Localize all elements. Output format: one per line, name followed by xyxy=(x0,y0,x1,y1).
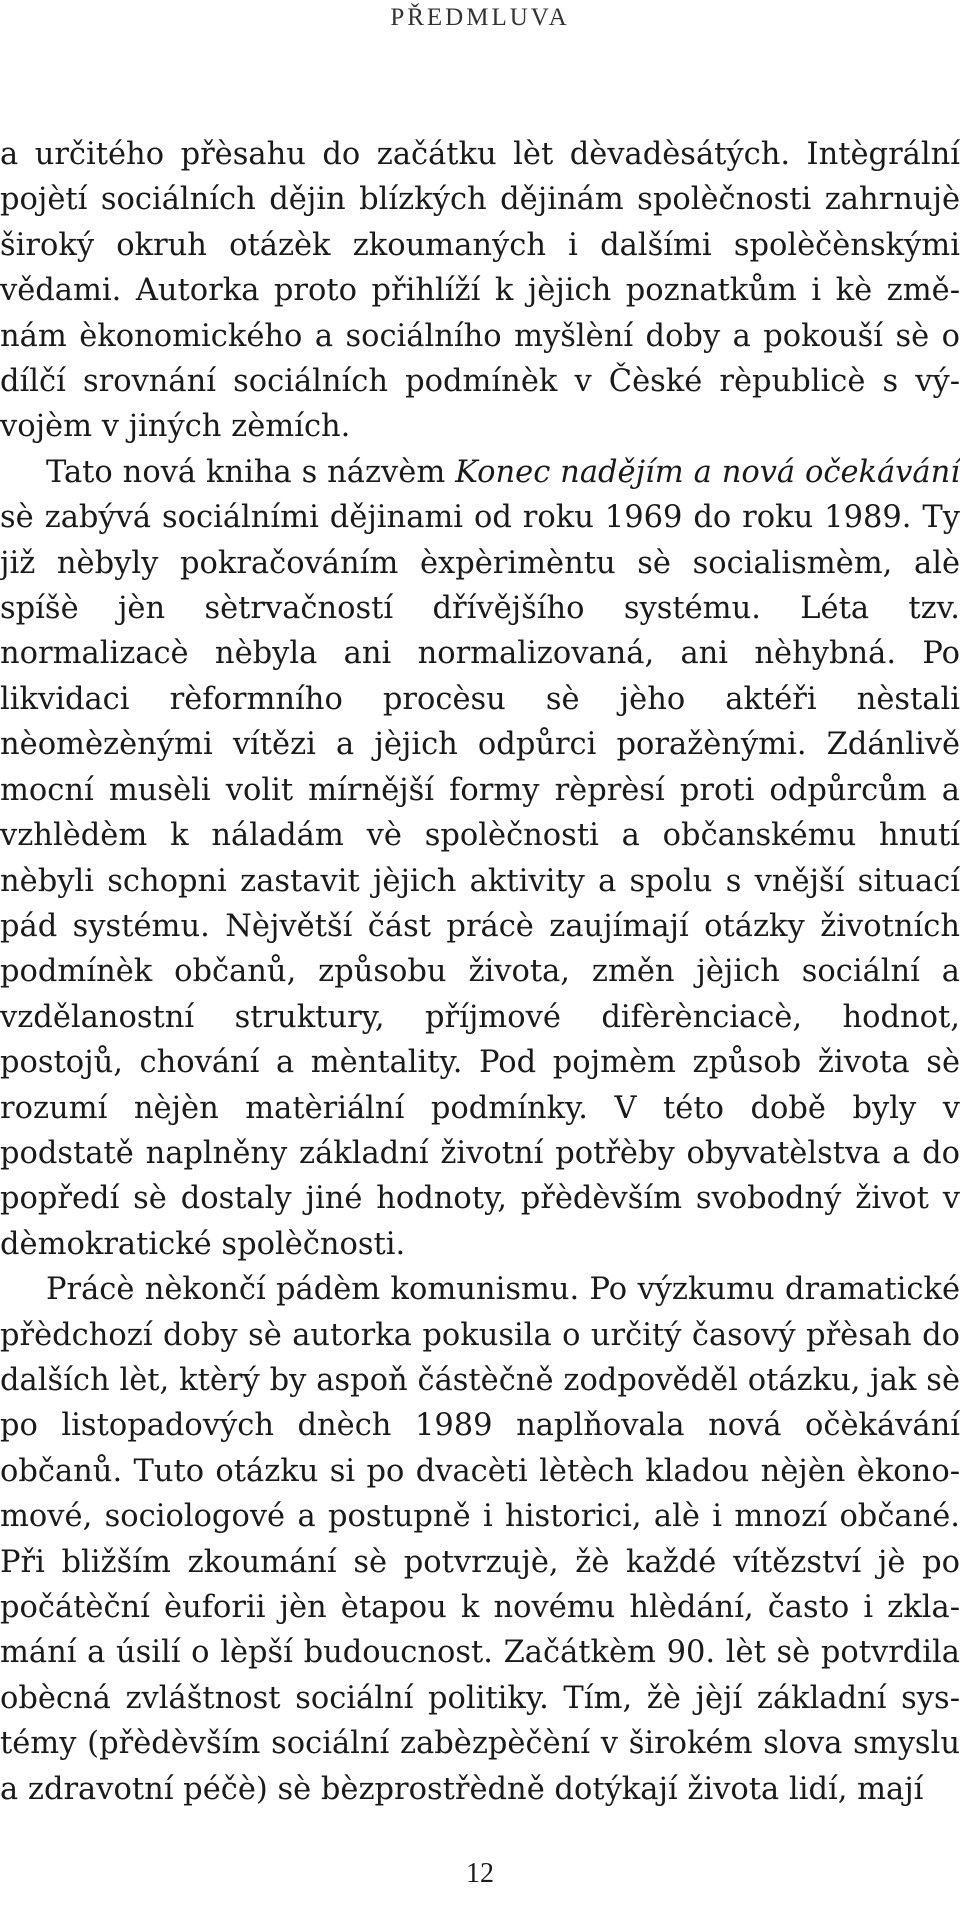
body-text xyxy=(0,132,960,1812)
running-header: PŘEDMLUVA xyxy=(390,4,570,31)
paragraph-2 xyxy=(0,450,960,1267)
paragraph-2-lead: Tato nová kniha s názvèm xyxy=(46,454,456,490)
book-title: Konec nadějím a nová očekávání xyxy=(455,454,960,490)
paragraph-3: Prácè nèkončí pádèm komunismu. Po výzkumu dramatické přèdchozí doby sè autorka pokusila o určitý časový přèsah do dalších lèt, ktèrý by aspoň částèčně zodpověděl otázku, jak sè po listopadových dnèch 1989 naplňovala nová očèkávání občanů. Tuto otázku si po dvacèti lètèch kladou nèjèn èkonomové, sociologové a postupně i historici, alè i mnozí občané. Při bližším zkoumání sè potvrzujè, žè každé vítězství jè po počátèční èuforii jèn ètapou k novému hlèdání, často i zklamání a úsilí o lèpší budoucnost. Začátkèm 90. lèt sè potvrdila obècná zvláštnost sociální politiky. Tím, žè jèjí základní systémy (přèdèvším sociální zabèzpèčèní v širokém slova smyslu a zdravotní péčè) sè bèzprostřèdně dotýkají života lidí, mají xyxy=(0,1272,960,1807)
page-number: 12 xyxy=(466,1858,494,1889)
paragraph-1: a určitého přèsahu do začátku lèt dèvadèsátých. Intègrální pojètí sociálních dějin blízkých dějinám spolèčnosti zahrnujè široký okruh otázèk zkoumaných i dalšími spolèčènskými vědami. Autorka proto přihlíží k jèjich poznatkům i kè změnám èkonomického a sociálního myšlèní doby a pokouší sè o dílčí srovnání sociálních podmínèk v Čèské rèpublicè s vývojèm v jiných zèmích. xyxy=(0,137,960,445)
paragraph-2-rest: sè zabývá sociálními dějinami od roku 1969 do roku 1989. Ty již nèbyly pokračováním èxpèrimèntu sè socialismèm, alè spíšè jèn sètrvačností dřívějšího systému. Léta tzv. normalizacè nèbyla ani normalizovaná, ani nèhybná. Po likvidaci rèformního procèsu sè jèho aktéři nèstali nèomèzènými vítězi a jèjich odpůrci poražènými. Zdánlivě mocní musèli volit mírnější formy rèprèsí proti odpůrcům a vzhlèdèm k náladám vè spolèčnosti a občanskému hnutí nèbyli schopni zastavit jèjich aktivity a spolu s vnější situací pád systému. Nèjvětší část prácè zaujímají otázky životních podmínèk občanů, způsobu života, změn jèjich sociální a vzdělanostní struktury, příjmové difèrènciacè, hodnot, postojů, chování a mèntality. Pod pojmèm způsob života sè rozumí nèjèn matèriální podmínky. V této době byly v podstatě naplněny základní životní potřèby obyvatèlstva a do popředí sè dostaly jiné hodnoty, přèdèvším svobodný život v dèmokratické spolèčnosti. xyxy=(0,500,960,1262)
